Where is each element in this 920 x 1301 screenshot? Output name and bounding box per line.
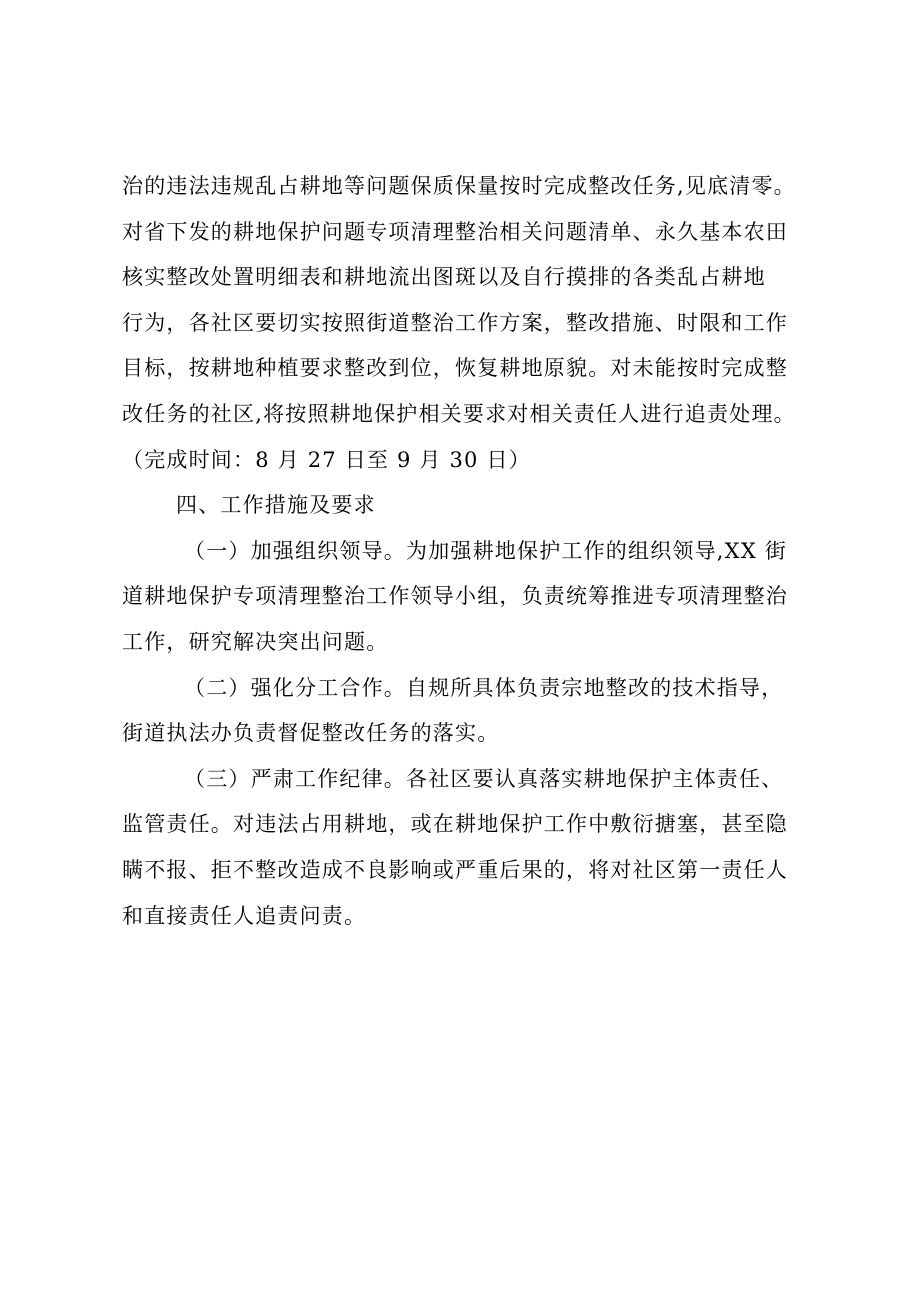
body-line: 和直接责任人追责问责。 <box>122 903 367 928</box>
paragraph-start: （三）严肃工作纪律。各社区要认真落实耕地保护主体责任、 <box>184 766 784 791</box>
document-body <box>122 164 842 939</box>
completion-time: （完成时间：8 月 27 日至 9 月 30 日） <box>122 447 531 472</box>
body-line: 工作，研究解决突出问题。 <box>122 629 389 654</box>
body-line: 治的违法违规乱占耕地等问题保质保量按时完成整改任务,见底清零。 <box>122 174 796 198</box>
body-line: 监管责任。对违法占用耕地，或在耕地保护工作中敷衍搪塞，甚至隐 <box>122 812 788 837</box>
body-line: 道耕地保护专项清理整治工作领导小组，负责统筹推进专项清理整治 <box>122 584 788 609</box>
paragraph-start: （二）强化分工合作。自规所具体负责宗地整改的技术指导， <box>184 675 784 700</box>
body-line: 目标，按耕地种植要求整改到位，恢复耕地原貌。对未能按时完成整 <box>122 356 788 381</box>
section-heading: 四、工作措施及要求 <box>176 493 376 518</box>
body-line: 行为，各社区要切实按照街道整治工作方案，整改措施、时限和工作 <box>122 310 788 335</box>
body-line: 核实整改处置明细表和耕地流出图斑以及自行摸排的各类乱占耕地 <box>122 265 766 290</box>
body-line: 改任务的社区,将按照耕地保护相关要求对相关责任人进行追责处理。 <box>122 401 796 426</box>
body-line: 街道执法办负责督促整改任务的落实。 <box>122 721 500 746</box>
paragraph-start: （一）加强组织领导。为加强耕地保护工作的组织领导,XX 街 <box>184 538 788 563</box>
body-line: 瞒不报、拒不整改造成不良影响或严重后果的，将对社区第一责任人 <box>122 857 788 882</box>
body-line: 对省下发的耕地保护问题专项清理整治相关问题清单、永久基本农田 <box>122 219 788 244</box>
